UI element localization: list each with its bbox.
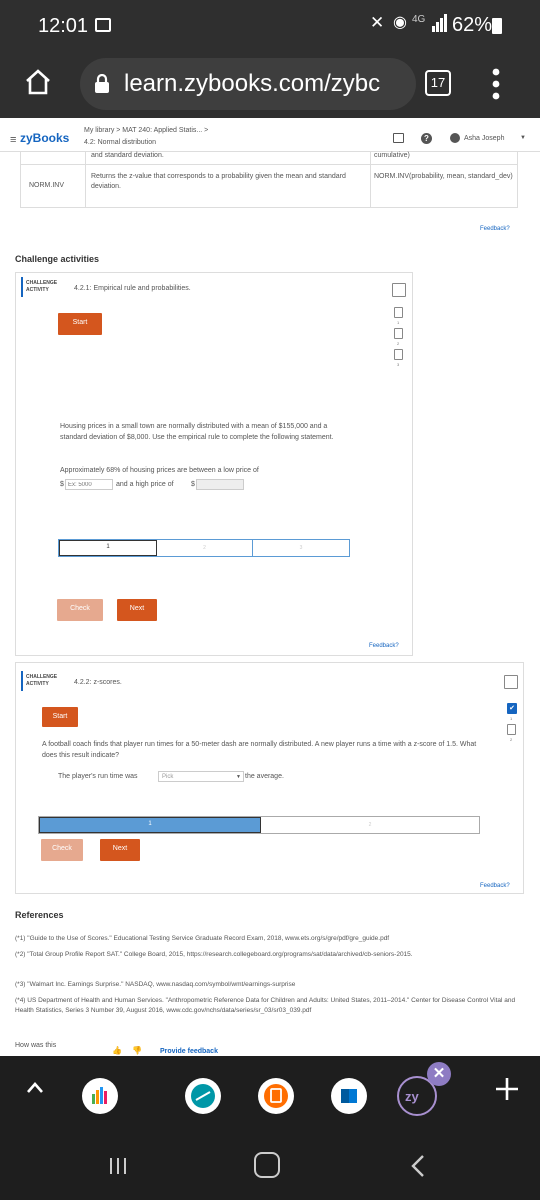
progress-segment-1-label: 1 (148, 821, 152, 827)
question-text: Housing prices in a small town are normally distributed with a mean of $155,000 and a standard deviation of $8,000. Use the empirical rule to complete the following statement. (60, 423, 334, 441)
status-bar (0, 0, 540, 52)
select-chevron-icon: ▼ (236, 774, 241, 780)
level-2-number: 2 (510, 737, 513, 742)
level-3-indicator (394, 349, 403, 360)
level-1-indicator (394, 307, 403, 318)
statement-mid: and a high price of (116, 481, 174, 488)
reference-item-3: (*3) "Walmart Inc. Earnings Surprise." NASDAQ, www.nasdaq.com/symbol/wmt/earnings-surprise (15, 981, 296, 988)
challenge-activity-2 (15, 662, 524, 894)
progress-segment-2[interactable] (261, 817, 479, 833)
home-nav-icon[interactable] (254, 1152, 280, 1178)
app-tray (0, 1056, 540, 1136)
breadcrumb[interactable]: My library > MAT 240: Applied Statis... > (84, 127, 209, 134)
table-cell-desc-prev: and standard deviation. (91, 152, 164, 159)
comparison-select-value: Pick (162, 774, 174, 780)
status-time: 12:01 (38, 15, 89, 37)
user-menu-chevron-icon[interactable]: ▼ (520, 135, 526, 141)
help-icon[interactable]: ? (421, 133, 432, 144)
network-type: 4G (412, 14, 426, 25)
activity-title: 4.2.1: Empirical rule and probabilities. (74, 285, 191, 292)
progress-segment-3-label: 3 (299, 545, 303, 551)
feedback-link-1[interactable]: Feedback? (369, 643, 399, 649)
table-divider (21, 164, 517, 165)
rating-prompt: How was this (15, 1042, 57, 1049)
lock-icon (94, 74, 110, 99)
level-1-number: 1 (510, 716, 513, 721)
battery-level: 62% (452, 14, 493, 36)
activity-completion-box (504, 675, 518, 689)
add-app-icon[interactable] (494, 1076, 520, 1107)
tab-count: 17 (430, 75, 446, 90)
user-name[interactable]: Asha Joseph (464, 135, 505, 142)
media-app-icon[interactable] (185, 1078, 221, 1114)
function-table (20, 152, 518, 208)
progress-segment-2[interactable] (157, 540, 253, 556)
activity-tag-bar (21, 277, 23, 297)
tab-switcher-button[interactable] (425, 70, 451, 96)
references-heading: References (15, 910, 64, 920)
progress-segment-2-label: 2 (368, 822, 372, 828)
section-title: 4.2: Normal distribution (84, 139, 156, 146)
question-text-2: A football coach finds that player run times for a 50-meter dash are normally distributed. A new player runs a time with a z-score of 1.5. What does this result indicate? (42, 741, 477, 759)
level-2-number: 2 (397, 341, 400, 346)
close-tray-icon[interactable]: ✕ (427, 1062, 451, 1086)
activity-tag-2: ACTIVITY (26, 287, 49, 293)
start-button-2[interactable]: Start (42, 707, 78, 727)
feedback-link[interactable]: Feedback? (480, 226, 510, 232)
back-nav-icon[interactable] (409, 1154, 427, 1183)
hamburger-menu-icon[interactable]: ≡ (10, 134, 17, 146)
level-2-indicator (394, 328, 403, 339)
dollar-sign: $ (60, 481, 64, 488)
home-icon[interactable] (24, 68, 52, 101)
url-field[interactable] (80, 58, 416, 110)
user-avatar-icon[interactable] (450, 133, 460, 143)
svg-text:zy: zy (405, 1089, 419, 1104)
level-2-indicator (507, 724, 516, 735)
statement-prefix: Approximately 68% of housing prices are between a low price of (60, 467, 259, 474)
browser-toolbar (0, 52, 540, 118)
gallery-notification-icon (95, 18, 111, 32)
progress-segment-2-label: 2 (203, 545, 206, 551)
activity-tag-bar (21, 671, 23, 691)
recent-apps-icon[interactable] (108, 1156, 128, 1181)
comparison-select[interactable] (158, 771, 244, 782)
level-1-complete-icon: ✔ (507, 703, 517, 714)
check-button-2[interactable]: Check (41, 839, 83, 861)
activity-tag-2: ACTIVITY (26, 681, 49, 687)
feedback-link-2[interactable]: Feedback? (480, 883, 510, 889)
statement-suffix-2: the average. (245, 773, 284, 780)
low-price-input[interactable] (65, 479, 113, 490)
check-button-1[interactable]: Check (57, 599, 103, 621)
progress-segment-1[interactable] (59, 540, 157, 556)
analytics-app-icon[interactable] (82, 1078, 118, 1114)
thumbs-up-icon[interactable]: 👍 (112, 1046, 122, 1055)
outlook-app-icon[interactable] (331, 1078, 367, 1114)
reference-item-4: (*4) US Department of Health and Human Services. "Anthropometric Reference Data for Children and Adults: United States, 2011–2014." Center for Disease Control Vital and Health Statistics, Series 3 Number 39, August 2016, www.cdc.gov/nchs/data/series/sr_03/sr03_039.pdf (15, 997, 516, 1014)
statement-prefix-2: The player's run time was (58, 773, 138, 780)
activity-tag: CHALLENGE (26, 674, 58, 680)
progress-segment-1[interactable] (39, 817, 261, 833)
activity-title: 4.2.2: z-scores. (74, 679, 122, 686)
reference-item-2: (*2) "Total Group Profile Report SAT." College Board, 2015, https://research.collegeboard.org/programs/sat/data/archived/cb-seniors-2015. (15, 951, 413, 958)
level-1-number: 1 (397, 320, 400, 325)
url-text: learn.zybooks.com/zybc (124, 70, 381, 97)
signal-icon (432, 14, 448, 32)
level-3-number: 3 (397, 362, 400, 367)
thumbs-down-icon[interactable]: 👎 (132, 1046, 142, 1055)
table-cell-name: NORM.INV (29, 182, 64, 189)
mute-icon: ✕ (370, 13, 385, 32)
tray-collapse-chevron-icon[interactable] (26, 1080, 44, 1099)
activity-tag: CHALLENGE (26, 280, 58, 286)
table-cell-syntax: NORM.INV(probability, mean, standard_dev) (374, 173, 513, 180)
progress-segment-1-label: 1 (106, 544, 110, 550)
zybooks-header (0, 118, 540, 152)
provide-feedback-link[interactable]: Provide feedback (160, 1048, 218, 1055)
books-app-icon[interactable] (258, 1078, 294, 1114)
dollar-sign-2: $ (191, 481, 195, 488)
system-nav-bar (0, 1136, 540, 1200)
reference-item-1: (*1) "Guide to the Use of Scores." Educational Testing Service Graduate Record Exam, 2018, www.ets.org/s/gre/pdf/gre_guide.pdf (15, 935, 390, 942)
battery-icon (492, 18, 502, 34)
book-icon[interactable] (393, 133, 404, 143)
table-col-divider (370, 152, 371, 208)
next-button-2[interactable]: Next (100, 839, 140, 861)
table-col-divider (85, 152, 86, 208)
level-progress-bar (58, 539, 350, 557)
level-progress-bar-2 (38, 816, 480, 834)
overflow-menu-icon[interactable] (492, 68, 500, 102)
start-button[interactable]: Start (58, 313, 102, 335)
table-cell-syntax-prev: cumulative) (374, 152, 410, 159)
high-price-input[interactable] (196, 479, 244, 490)
zybooks-logo[interactable]: zyBooks (20, 131, 70, 145)
activity-completion-box (392, 283, 406, 297)
challenge-heading: Challenge activities (15, 254, 100, 264)
progress-segment-3[interactable] (253, 540, 349, 556)
next-button-1[interactable]: Next (117, 599, 157, 621)
table-cell-desc: Returns the z-value that corresponds to a probability given the mean and standard deviation. (91, 173, 346, 190)
page-content (0, 118, 540, 1056)
wifi-icon: ◉ (393, 14, 407, 31)
